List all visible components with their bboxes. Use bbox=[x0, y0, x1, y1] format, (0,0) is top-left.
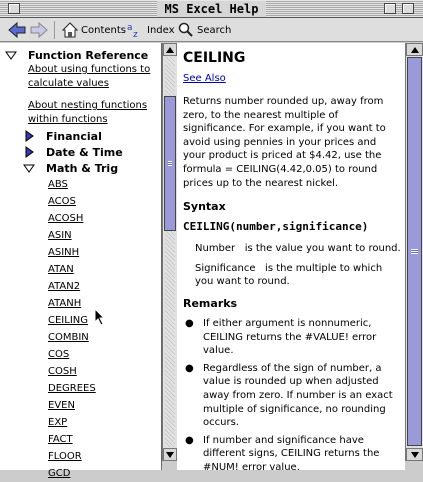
topic-pane bbox=[177, 43, 405, 473]
bullet-icon: ● bbox=[185, 362, 194, 374]
resize-grip-icon[interactable] bbox=[407, 460, 423, 470]
bullet-icon: ● bbox=[185, 317, 194, 329]
remark-text: If either argument is nonnumeric, CEILING returns the #VALUE! error value. bbox=[203, 317, 377, 357]
remark-item bbox=[183, 434, 401, 475]
function-link-asinh[interactable]: ASINH bbox=[48, 247, 80, 258]
title-bar[interactable] bbox=[0, 0, 423, 18]
collapsed-triangle-icon bbox=[24, 147, 34, 157]
svg-text:a: a bbox=[127, 23, 133, 33]
topic-scrollbar[interactable] bbox=[405, 43, 423, 461]
tree-node-label: Function Reference bbox=[28, 48, 149, 62]
tree-node-label: Date & Time bbox=[46, 145, 123, 159]
search-icon bbox=[178, 22, 194, 38]
function-link-atan[interactable]: ATAN bbox=[48, 264, 74, 275]
expanded-triangle-icon bbox=[6, 50, 16, 60]
forward-arrow-icon bbox=[30, 22, 48, 38]
bullet-icon: ● bbox=[185, 434, 194, 446]
tree-node-label: Financial bbox=[46, 129, 102, 143]
argument-significance: Significance is the multiple to which you want to round. bbox=[195, 262, 386, 288]
toolbar bbox=[0, 18, 423, 42]
zoom-box-icon[interactable] bbox=[384, 3, 396, 14]
function-list bbox=[6, 176, 156, 482]
mouse-pointer-icon bbox=[94, 308, 106, 326]
remark-item bbox=[183, 317, 401, 358]
function-link-gcd[interactable]: GCD bbox=[48, 468, 71, 479]
tree-node-financial[interactable] bbox=[24, 128, 156, 144]
back-arrow-icon bbox=[8, 22, 26, 38]
back-button[interactable] bbox=[8, 21, 26, 39]
svg-text:z: z bbox=[133, 30, 138, 40]
function-link-acos[interactable]: ACOS bbox=[48, 196, 76, 207]
contents-tree-pane bbox=[0, 43, 162, 479]
search-button[interactable] bbox=[178, 21, 231, 39]
expanded-triangle-icon bbox=[24, 163, 34, 173]
scroll-thumb[interactable] bbox=[164, 96, 176, 231]
collapsed-triangle-icon bbox=[24, 131, 34, 141]
function-link-cos[interactable]: COS bbox=[48, 349, 70, 360]
index-label: Index bbox=[147, 24, 175, 36]
function-link-even[interactable]: EVEN bbox=[48, 400, 75, 411]
topic-description: Returns number rounded up, away from zero, to the nearest multiple of significance. For example, if you want to avoid using pennies in your prices and your product is priced at $4.42, use the formula = CEILING(4.42,0.05) to round prices up to the nearest nickel. bbox=[183, 96, 386, 189]
remark-text: Regardless of the sign of number, a value is rounded up when adjusted away from zero. If number is an exact multiple of significance, no rounding occurs. bbox=[203, 362, 393, 429]
function-link-fact[interactable]: FACT bbox=[48, 434, 73, 445]
contents-button[interactable] bbox=[62, 21, 126, 39]
window-title: MS Excel Help bbox=[157, 1, 267, 17]
function-link-cosh[interactable]: COSH bbox=[48, 366, 77, 377]
function-link-exp[interactable]: EXP bbox=[48, 417, 68, 428]
scroll-down-arrow-icon[interactable] bbox=[163, 448, 177, 461]
syntax-heading: Syntax bbox=[183, 200, 226, 214]
function-link-atanh[interactable]: ATANH bbox=[48, 298, 82, 309]
tree-node-label: Math & Trig bbox=[46, 161, 119, 175]
tree-node-date-time[interactable] bbox=[24, 144, 156, 160]
function-link-floor[interactable]: FLOOR bbox=[48, 451, 82, 462]
function-link-abs[interactable]: ABS bbox=[48, 179, 68, 190]
remark-text: If number and significance have different signs, CEILING returns the #NUM! error value. bbox=[203, 434, 380, 473]
remark-item bbox=[183, 362, 401, 430]
function-link-atan2[interactable]: ATAN2 bbox=[48, 281, 81, 292]
forward-button[interactable] bbox=[30, 21, 48, 39]
topic-title: CEILING bbox=[183, 50, 246, 66]
tree-node-math-trig[interactable] bbox=[24, 160, 156, 176]
close-box-icon[interactable] bbox=[8, 3, 20, 14]
function-link-acosh[interactable]: ACOSH bbox=[48, 213, 84, 224]
remarks-heading: Remarks bbox=[183, 296, 238, 310]
function-link-combin[interactable]: COMBIN bbox=[48, 332, 89, 343]
contents-scrollbar[interactable] bbox=[162, 43, 177, 461]
argument-number: Number is the value you want to round. bbox=[195, 243, 401, 255]
index-az-icon bbox=[126, 22, 144, 38]
topic-link-nesting-functions[interactable]: About nesting functions within functions bbox=[28, 100, 148, 125]
search-label: Search bbox=[197, 24, 232, 36]
tree-node-function-reference[interactable] bbox=[6, 47, 156, 63]
home-icon bbox=[62, 22, 78, 38]
see-also-link[interactable]: See Also bbox=[183, 73, 226, 84]
scroll-thumb[interactable] bbox=[407, 57, 422, 446]
collapse-box-icon[interactable] bbox=[402, 3, 414, 14]
function-link-asin[interactable]: ASIN bbox=[48, 230, 72, 241]
scroll-up-arrow-icon[interactable] bbox=[406, 43, 423, 56]
contents-label: Contents bbox=[81, 24, 126, 36]
index-button[interactable] bbox=[126, 21, 175, 39]
scroll-up-arrow-icon[interactable] bbox=[163, 43, 177, 56]
syntax-text: CEILING(number,significance) bbox=[183, 220, 369, 234]
function-link-degrees[interactable]: DEGREES bbox=[48, 383, 96, 394]
function-link-ceiling[interactable]: CEILING bbox=[48, 315, 88, 326]
topic-link-using-functions[interactable]: About using functions to calculate values bbox=[28, 64, 151, 89]
